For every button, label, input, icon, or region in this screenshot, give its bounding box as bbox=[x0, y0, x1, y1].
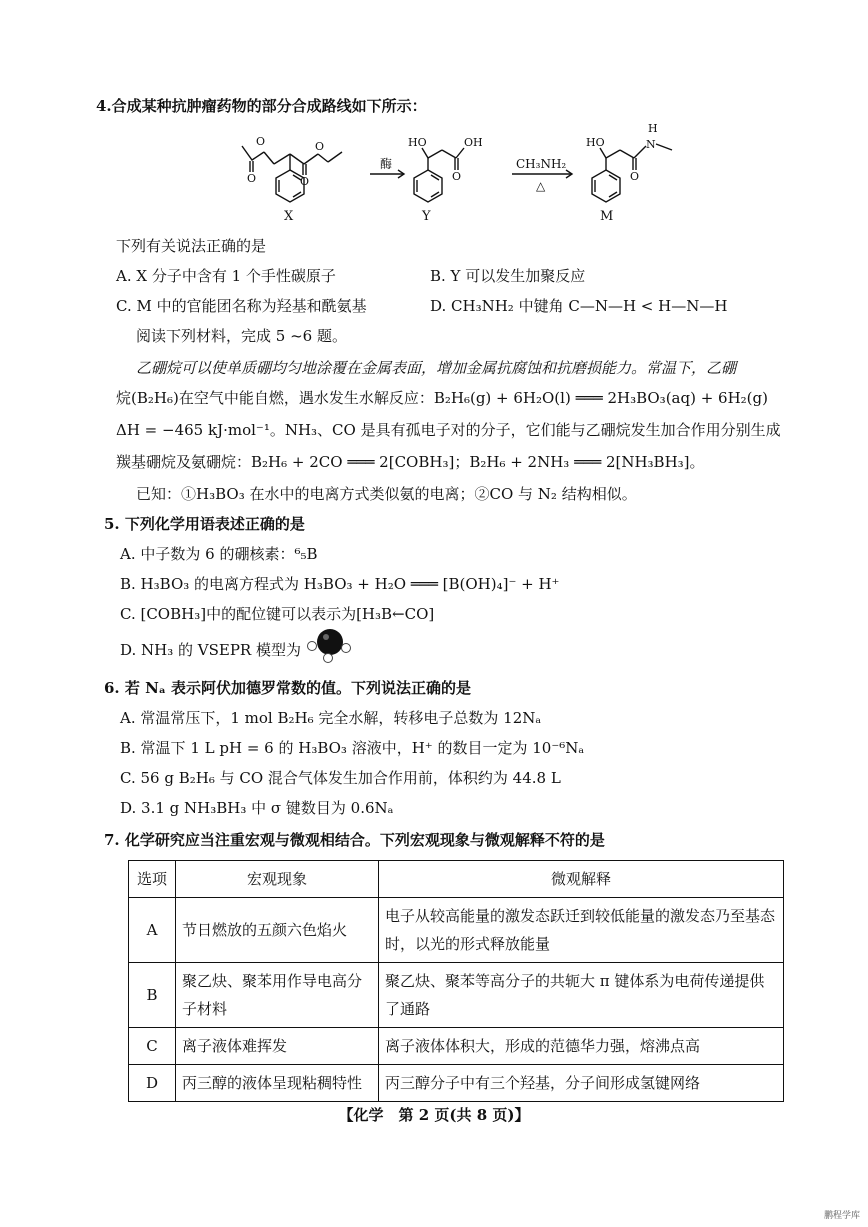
row-c-macro: 离子液体难挥发 bbox=[176, 1028, 379, 1065]
q7-stem: 7. 化学研究应当注重宏观与微观相结合。下列宏观现象与微观解释不符的是 bbox=[104, 831, 605, 849]
label-m: M bbox=[600, 209, 614, 224]
arrow2-label-top: CH₃NH₂ bbox=[516, 157, 567, 171]
atom-h-m: H bbox=[648, 122, 658, 135]
header-micro: 微观解释 bbox=[379, 861, 784, 898]
corner-watermark: 鹏程学库 bbox=[823, 1211, 860, 1221]
q4-option-a: A. X 分子中含有 1 个手性碳原子 bbox=[116, 267, 336, 285]
row-d-option: D bbox=[129, 1065, 176, 1102]
q5-option-a: A. 中子数为 6 的硼核素：⁶₅B bbox=[120, 545, 318, 563]
atom-ho-m: HO bbox=[586, 136, 605, 149]
atom-o-x1: O bbox=[256, 135, 266, 148]
atom-n-m: N bbox=[646, 138, 656, 151]
q4-option-c: C. M 中的官能团名称为羟基和酰氨基 bbox=[116, 297, 367, 315]
q5-option-c: C. [COBH₃]中的配位键可以表示为[H₃B←CO] bbox=[120, 605, 435, 623]
atom-o-x3: O bbox=[300, 175, 310, 188]
atom-o-x4: O bbox=[315, 140, 325, 153]
page-footer: 【化学 第 2 页(共 8 页)】 bbox=[338, 1106, 530, 1124]
atom-ho-y: HO bbox=[408, 136, 427, 149]
passage-line-3: ΔH = −465 kJ·mol⁻¹。NH₃、CO 是具有孤电子对的分子，它们能与乙硼烷发生加合作用分别生成 bbox=[116, 421, 781, 439]
q6-option-c: C. 56 g B₂H₆ 与 CO 混合气体发生加合作用前，体积约为 44.8 L bbox=[120, 769, 561, 787]
passage-line-1: 乙硼烷可以使单质硼均匀地涂覆在金属表面，增加金属抗腐蚀和抗磨损能力。常温下，乙硼 bbox=[136, 359, 737, 377]
row-d-macro: 丙三醇的液体呈现粘稠特性 bbox=[176, 1065, 379, 1102]
q4-option-d: D. CH₃NH₂ 中键角 C—N—H < H—N—H bbox=[430, 297, 728, 315]
header-macro: 宏观现象 bbox=[176, 861, 379, 898]
row-c-micro: 离子液体体积大，形成的范德华力强，熔沸点高 bbox=[379, 1028, 784, 1065]
passage-line-4: 羰基硼烷及氨硼烷：B₂H₆ + 2CO ═══ 2[COBH₃]；B₂H₆ + 2NH₃ ═══ 2[NH₃BH₃]。 bbox=[116, 453, 705, 471]
passage-known: 已知：①H₃BO₃ 在水中的电离方式类似氨的电离；②CO 与 N₂ 结构相似。 bbox=[136, 485, 637, 503]
q6-stem: 6. 若 Nₐ 表示阿伏加德罗常数的值。下列说法正确的是 bbox=[104, 679, 472, 697]
table-row bbox=[129, 898, 784, 963]
label-x: X bbox=[284, 209, 294, 224]
q5-option-b: B. H₃BO₃ 的电离方程式为 H₃BO₃ + H₂O ═══ [B(OH)₄]⁻ + H⁺ bbox=[120, 575, 560, 593]
atom-o-m: O bbox=[630, 170, 640, 183]
passage-intro: 阅读下列材料，完成 5 ~6 题。 bbox=[136, 327, 347, 345]
reaction-scheme bbox=[220, 118, 700, 228]
atom-oh-y: OH bbox=[464, 136, 483, 149]
q6-option-b: B. 常温下 1 L pH = 6 的 H₃BO₃ 溶液中，H⁺ 的数目一定为 10⁻⁶Nₐ bbox=[120, 739, 585, 757]
row-c-option: C bbox=[129, 1028, 176, 1065]
q5-option-d: D. NH₃ 的 VSEPR 模型为 bbox=[120, 641, 301, 659]
arrow1-label: 酶 bbox=[380, 157, 393, 171]
label-y: Y bbox=[422, 209, 431, 224]
q5-stem: 5. 下列化学用语表述正确的是 bbox=[104, 515, 305, 533]
table-row bbox=[129, 963, 784, 1028]
row-a-macro: 节日燃放的五颜六色焰火 bbox=[176, 898, 379, 963]
arrow2-label-bottom: △ bbox=[536, 179, 546, 193]
row-b-macro: 聚乙炔、聚苯用作导电高分子材料 bbox=[176, 963, 379, 1028]
passage-line-2: 烷(B₂H₆)在空气中能自燃，遇水发生水解反应：B₂H₆(g) + 6H₂O(l) ═══ 2H₃BO₃(aq) + 6H₂(g) bbox=[116, 389, 768, 407]
row-b-option: B bbox=[129, 963, 176, 1028]
header-option: 选项 bbox=[129, 861, 176, 898]
row-a-option: A bbox=[129, 898, 176, 963]
q4-option-b: B. Y 可以发生加聚反应 bbox=[430, 267, 586, 285]
table-header-row bbox=[129, 861, 784, 898]
table-row bbox=[129, 1028, 784, 1065]
row-a-micro: 电子从较高能量的激发态跃迁到较低能量的激发态乃至基态时，以光的形式释放能量 bbox=[379, 898, 784, 963]
q6-option-d: D. 3.1 g NH₃BH₃ 中 σ 键数目为 0.6Nₐ bbox=[120, 799, 394, 817]
nh3-vsepr-model-icon bbox=[302, 626, 358, 666]
q4-prompt: 下列有关说法正确的是 bbox=[116, 237, 267, 255]
atom-o-x2: O bbox=[247, 172, 257, 185]
q4-stem: 4.合成某种抗肿瘤药物的部分合成路线如下所示： bbox=[96, 97, 427, 115]
q7-table bbox=[128, 860, 784, 1102]
row-d-micro: 丙三醇分子中有三个羟基，分子间形成氢键网络 bbox=[379, 1065, 784, 1102]
row-b-micro: 聚乙炔、聚苯等高分子的共轭大 π 键体系为电荷传递提供了通路 bbox=[379, 963, 784, 1028]
atom-o-y: O bbox=[452, 170, 462, 183]
table-row bbox=[129, 1065, 784, 1102]
q6-option-a: A. 常温常压下，1 mol B₂H₆ 完全水解，转移电子总数为 12Nₐ bbox=[120, 709, 542, 727]
